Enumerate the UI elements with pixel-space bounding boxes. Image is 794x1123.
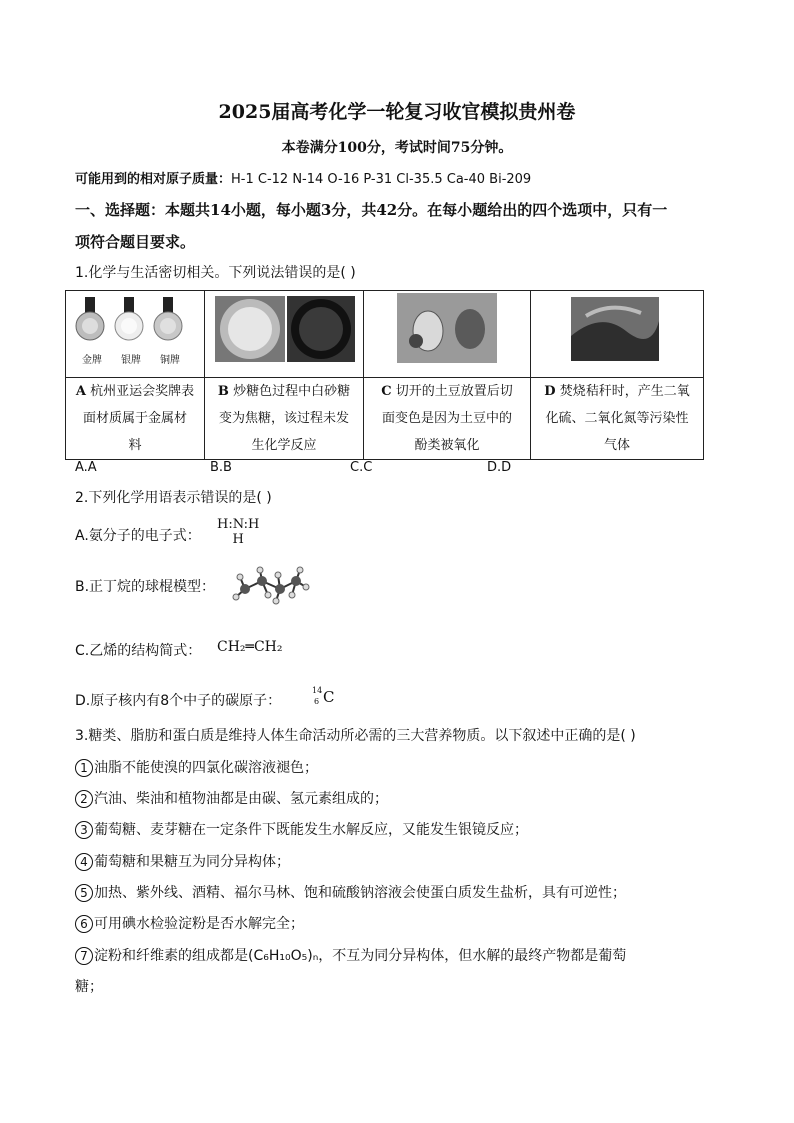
caption-d-text1: 焚烧秸秆时，产生二氧: [559, 384, 690, 399]
ammonia-formula-bottom: H: [232, 532, 244, 547]
q3-item-7: [75, 945, 626, 965]
caption-c-line1: [368, 378, 526, 405]
caption-d-line2: 化硫、二氧化氮等污染性: [545, 411, 689, 426]
atomic-number: 6: [314, 697, 320, 706]
q2-option-d-text: D.原子核内有8个中子的碳原子：: [75, 693, 282, 709]
q2-option-a-text: A.氨分子的电子式：: [75, 528, 201, 544]
section-heading-line1: 一、选择题：本题共14小题，每小题3分，共42分。在每小题给出的四个选项中，只有一: [75, 201, 668, 219]
circled-number-3: 3: [75, 821, 93, 839]
ammonia-formula-top: H:N:H: [217, 517, 260, 532]
element-symbol: C: [323, 688, 335, 706]
caramel-pans-image: [205, 291, 363, 373]
q1-image-d: [531, 291, 704, 378]
mass-number: 14: [312, 686, 323, 695]
medal-label-silver: 银牌: [121, 355, 141, 366]
q2-option-c-text: C.乙烯的结构简式：: [75, 643, 202, 659]
butane-ball-stick-model: [230, 565, 312, 605]
caption-c-letter: C: [381, 384, 392, 399]
medal-label-gold: 金牌: [82, 355, 102, 366]
q3-item-2: [75, 788, 388, 808]
q3-item-1: [75, 757, 318, 777]
caption-d-line3: 气体: [603, 438, 630, 453]
circled-number-5: 5: [75, 884, 93, 902]
caption-a-text1: 杭州亚运会奖牌表: [90, 384, 195, 399]
q1-image-c: [364, 291, 531, 378]
q1-option-a-cell: [66, 378, 205, 460]
q3-item-7-continued: 糖；: [75, 979, 103, 995]
q1-caption-c: [364, 378, 530, 459]
q2-stem: 2.下列化学用语表示错误的是( ): [75, 490, 272, 506]
q3-item-7-text: 淀粉和纤维素的组成都是(C₆H₁₀O₅)ₙ，不互为同分异构体，但水解的最终产物都是葡萄: [94, 948, 627, 964]
q3-item-4-text: 葡萄糖和果糖互为同分异构体；: [94, 854, 290, 870]
burning-straw-image: [531, 291, 703, 373]
q3-item-3-text: 葡萄糖、麦芽糖在一定条件下既能发生水解反应，又能发生银镜反应；: [94, 822, 528, 838]
caption-d-letter: D: [544, 384, 556, 399]
caption-b-letter: B: [217, 384, 229, 399]
q1-caption-a: [66, 378, 204, 459]
caption-c-line2: 面变色是因为土豆中的: [381, 411, 512, 426]
page-title: 2025届高考化学一轮复习收官模拟贵州卷: [218, 101, 576, 123]
caption-a-line2: 面材质属于金属材: [82, 411, 187, 426]
q1-option-c-cell: [364, 378, 531, 460]
caption-b-line3: 生化学反应: [251, 438, 317, 453]
q3-item-5-text: 加热、紫外线、酒精、福尔马林、饱和硫酸钠溶液会使蛋白质发生盐析，具有可逆性；: [94, 885, 626, 901]
caption-c-text1: 切开的土豆放置后切: [395, 384, 513, 399]
q1-option-d[interactable]: D.D: [487, 460, 512, 475]
q3-item-6: [75, 913, 304, 933]
q1-table: [65, 290, 704, 460]
section-heading-line2: 项符合题目要求。: [75, 233, 196, 251]
atomic-masses-label: 可能用到的相对原子质量：: [75, 172, 232, 187]
q2-option-b-text: B.正丁烷的球棍模型：: [75, 579, 216, 595]
q1-image-a: [66, 291, 205, 378]
caption-c-line3: 酚类被氧化: [414, 438, 480, 453]
q1-image-b: [205, 291, 364, 378]
q3-item-3: [75, 819, 528, 839]
circled-number-1: 1: [75, 759, 93, 777]
atomic-masses-values: H-1 C-12 N-14 O-16 P-31 Cl-35.5 Ca-40 Bi-209: [231, 172, 532, 187]
q2-option-d[interactable]: [75, 690, 281, 710]
potato-image: [364, 291, 530, 373]
ammonia-electron-formula: [217, 517, 259, 547]
circled-number-2: 2: [75, 790, 93, 808]
q1-option-a[interactable]: A.A: [75, 460, 97, 475]
q1-caption-d: [531, 378, 703, 459]
ethylene-formula: CH₂═CH₂: [217, 639, 283, 655]
q3-item-4: [75, 851, 290, 871]
q1-caption-b: [205, 378, 363, 459]
q3-item-5: [75, 882, 626, 902]
q3-stem: 3.糖类、脂肪和蛋白质是维持人体生命活动所必需的三大营养物质。以下叙述中正确的是( ): [75, 728, 636, 744]
q2-option-c[interactable]: [75, 640, 201, 660]
medal-label-bronze: 铜牌: [160, 355, 180, 366]
caption-a-letter: A: [75, 384, 86, 399]
circled-number-4: 4: [75, 853, 93, 871]
caption-b-line2: 变为焦糖，该过程未发: [218, 411, 349, 426]
q3-item-1-text: 油脂不能使溴的四氯化碳溶液褪色；: [94, 760, 318, 776]
circled-number-6: 6: [75, 915, 93, 933]
caption-b-line1: [209, 378, 359, 405]
caption-a-line3: 料: [128, 438, 142, 453]
q3-item-2-text: 汽油、柴油和植物油都是由碳、氢元素组成的；: [94, 791, 388, 807]
q1-option-d-cell: [531, 378, 704, 460]
caption-b-text1: 炒糖色过程中白砂糖: [233, 384, 351, 399]
atomic-masses: [75, 168, 531, 187]
caption-d-line1: [535, 378, 699, 405]
q3-item-6-text: 可用碘水检验淀粉是否水解完全；: [94, 916, 304, 932]
q2-option-a[interactable]: [75, 525, 201, 545]
q2-option-b[interactable]: [75, 576, 215, 596]
q1-option-c[interactable]: C.C: [350, 460, 373, 475]
circled-number-7: 7: [75, 947, 93, 965]
q1-stem: 1.化学与生活密切相关。下列说法错误的是( ): [75, 265, 356, 281]
q1-option-b-cell: [205, 378, 364, 460]
q1-option-b[interactable]: B.B: [210, 460, 232, 475]
caption-a-line1: [70, 378, 200, 405]
exam-info: 本卷满分100分，考试时间75分钟。: [281, 140, 513, 156]
